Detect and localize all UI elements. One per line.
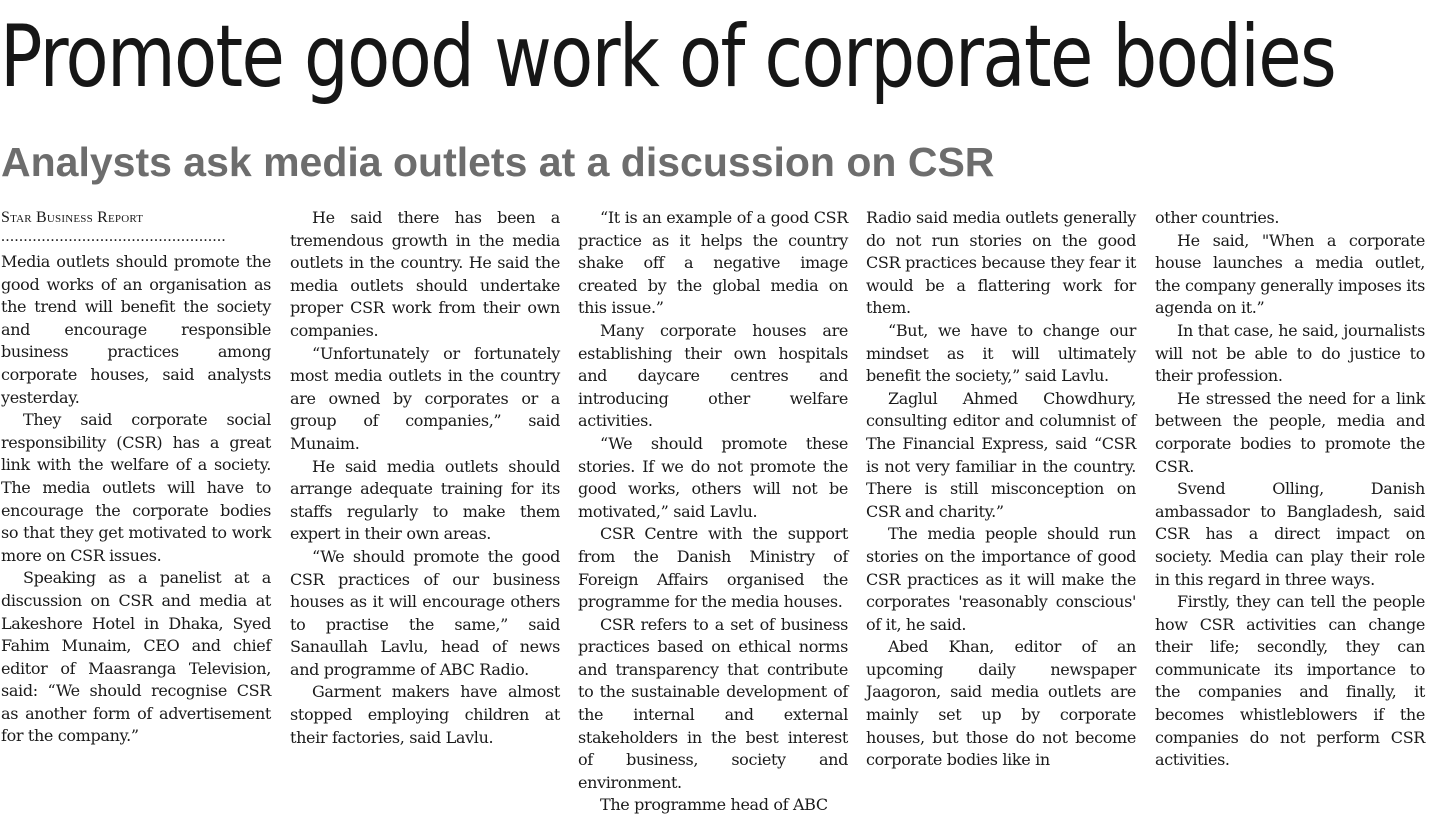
article-paragraph: They said corporate social responsibility (CSR) has a great link with the welfare of a society. The media outlets will have to encourage the corporate bodies so that they get motivated to work more on CSR issues. (1, 410, 271, 565)
article-paragraph: He said, "When a corporate house launches a media outlet, the company generally imposes its agenda on it.” (1155, 230, 1425, 318)
article-paragraph: Garment makers have almost stopped employing children at their factories, said Lavlu. (290, 682, 560, 747)
article-paragraph: CSR Centre with the support from the Danish Ministry of Foreign Affairs organised the programme for the media houses. (578, 524, 848, 612)
article-paragraph: The media people should run stories on the importance of good CSR practices as it will make the corporates 'reasonably conscious' of it, he said. (866, 524, 1136, 634)
article-paragraph: other countries. (1155, 208, 1280, 227)
article-paragraph: He said media outlets should arrange adequate training for its staffs regularly to make them expert in their own areas. (290, 456, 560, 544)
article-paragraph: Many corporate houses are establishing their own hospitals and daycare centres and introducing other welfare activities. (578, 320, 848, 431)
article-body (0, 207, 1429, 815)
headline: Promote good work of corporate bodies (0, 7, 1336, 107)
article-paragraph: “We should promote the good CSR practices of our business houses as it will encourage others to practise the same,” said Sanaullah Lavlu, head of news and programme of ABC Radio. (290, 546, 560, 679)
article-paragraph: “It is an example of a good CSR practice as it helps the country shake off a negative image created by the global media on this issue.” (578, 208, 848, 318)
column-4 (866, 207, 1136, 772)
article-paragraph: “But, we have to change our mindset as it will ultimately benefit the society,” said Lavlu. (866, 320, 1136, 386)
article-paragraph: Media outlets should promote the good works of an organisation as the trend will benefit the society and encourage responsible business practices among corporate houses, said analysts yesterday. (1, 252, 271, 407)
column-2 (290, 207, 560, 749)
column-3 (578, 207, 848, 817)
article-paragraph: Firstly, they can tell the people how CSR activities can change their life; secondly, they can communicate its importance to the companies and finally, it becomes whistleblowers if the companies do not perform CSR activities. (1155, 592, 1425, 770)
article-paragraph: He stressed the need for a link between the people, media and corporate bodies to promote the CSR. (1155, 388, 1425, 476)
column-5 (1155, 207, 1425, 772)
article-paragraph: Zaglul Ahmed Chowdhury, consulting editor and columnist of The Financial Express, said “CSR is not very familiar in the country. There is still misconception on CSR and charity.” (866, 388, 1136, 521)
article-paragraph: In that case, he said, journalists will not be able to do justice to their profession. (1155, 320, 1425, 386)
article-paragraph: He said there has been a tremendous growth in the media outlets in the country. He said the media outlets should undertake proper CSR work from their own companies. (290, 208, 560, 340)
subheadline: Analysts ask media outlets at a discussion on CSR (1, 139, 995, 185)
article-paragraph: CSR refers to a set of business practices based on ethical norms and transparency that contribute to the sustainable development of the internal and external stakeholders in the best interest of business, society and environment. (578, 614, 848, 792)
byline-separator: .................................................. (1, 229, 226, 245)
article-paragraph: The programme head of ABC (600, 795, 828, 815)
article-paragraph: “We should promote these stories. If we do not promote the good works, others will not be motivated,” said Lavlu. (578, 433, 848, 521)
article-paragraph: “Unfortunately or fortunately most media outlets in the country are owned by corporates or a group of companies,” said Munaim. (290, 343, 560, 453)
article-paragraph: Svend Olling, Danish ambassador to Bangladesh, said CSR has a direct impact on society. Media can play their role in this regard in three ways. (1155, 479, 1425, 589)
article-paragraph: Speaking as a panelist at a discussion on CSR and media at Lakeshore Hotel in Dhaka, Syed Fahim Munaim, CEO and chief editor of Maasranga Television, said: “We should recognise CSR as another form of advertisement for the company.” (1, 568, 271, 746)
article-paragraph: Radio said media outlets generally do not run stories on the good CSR practices because they fear it would be a flattering work for them. (866, 208, 1136, 318)
column-1 (1, 207, 271, 748)
byline: Star Business Report (1, 209, 144, 226)
article-paragraph: Abed Khan, editor of an upcoming daily newspaper Jaagoron, said media outlets are mainly set up by corporate houses, but those do not become corporate bodies like in (866, 637, 1136, 770)
